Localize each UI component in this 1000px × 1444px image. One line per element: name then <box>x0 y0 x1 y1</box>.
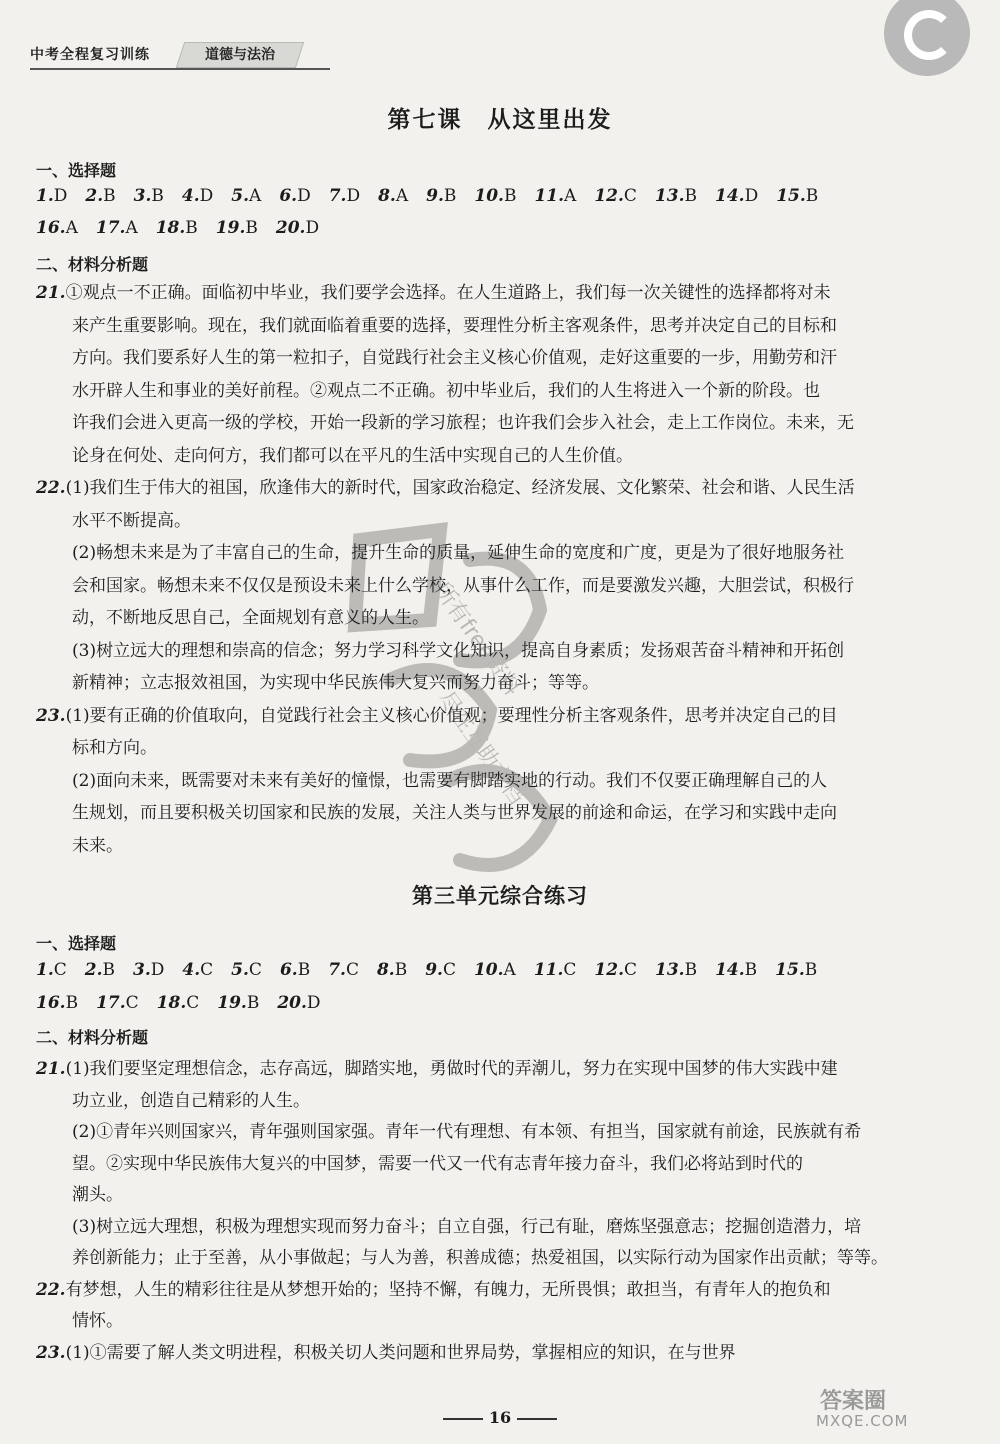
answer-row <box>36 993 339 1013</box>
watermark-text-1: 所有free资料 <box>428 578 525 701</box>
answer-letter: A <box>249 186 262 206</box>
answer-item <box>426 186 456 206</box>
question-number: 8. <box>376 960 395 980</box>
answer-item <box>85 960 115 980</box>
answer-letter: B <box>684 960 698 980</box>
answer-item <box>96 993 139 1013</box>
answer-item <box>36 993 78 1013</box>
question-number: 4. <box>182 960 201 980</box>
answer-line <box>72 315 837 337</box>
question-number: 13. <box>655 960 685 980</box>
answer-letter: C <box>623 186 637 206</box>
answer-text: (2)①青年兴则国家兴，青年强则国家强。青年一代有理想、有本领、有担当，国家就有前途，民族就有希 <box>72 1122 862 1142</box>
answer-letter: D <box>305 218 320 238</box>
question-number: 12. <box>594 186 624 206</box>
answer-letter: C <box>186 993 200 1013</box>
answer-letter: C <box>53 960 67 980</box>
answer-text: (1)我们生于伟大的祖国，欣逢伟大的新时代，国家政治稳定、经济发展、文化繁荣、社会和谐、人民生活 <box>65 478 855 498</box>
answer-item <box>156 218 198 238</box>
answer-letter: B <box>684 186 697 206</box>
answer-line <box>36 1058 838 1080</box>
answer-line <box>36 282 831 304</box>
question-number: 3. <box>133 960 151 980</box>
answer-line <box>72 737 157 759</box>
section-heading-choice: 一、选择题 <box>36 161 117 180</box>
question-number: 21. <box>36 1059 66 1079</box>
question-number: 17. <box>96 993 126 1013</box>
answer-letter: A <box>125 218 138 238</box>
answer-text: 来产生重要影响。现在，我们就面临着重要的选择，要理性分析主客观条件，思考并决定自己的目标和 <box>72 315 837 336</box>
answer-item <box>328 960 359 980</box>
answer-item <box>534 960 577 980</box>
answer-letter: D <box>744 186 759 206</box>
answer-letter: C <box>624 960 638 980</box>
answer-letter: B <box>804 960 818 980</box>
answer-item <box>96 218 138 238</box>
answer-letter: A <box>564 186 577 206</box>
answer-letter: A <box>395 186 409 206</box>
answer-text: 标和方向。 <box>72 738 157 758</box>
question-number: 15. <box>775 960 805 980</box>
section-heading-analysis: 二、材料分析题 <box>36 1028 149 1047</box>
question-number: 16. <box>36 218 66 238</box>
question-number: 16. <box>36 993 66 1013</box>
question-number: 7. <box>328 186 347 206</box>
question-number: 9. <box>425 960 443 980</box>
answer-text: 功立业，创造自己精彩的人生。 <box>72 1090 310 1111</box>
question-number: 23. <box>36 705 66 726</box>
answer-text: 情怀。 <box>72 1311 123 1331</box>
answer-item <box>594 960 637 980</box>
answer-text: 水开辟人生和事业的美好前程。②观点二不正确。初中毕业后，我们的人生将进入一个新的阶段。也 <box>72 380 820 401</box>
corner-watermark-url: MXQE.COM <box>816 1412 909 1430</box>
answer-letter: D <box>150 960 165 980</box>
question-number: 11. <box>534 186 565 206</box>
answer-line <box>72 1184 123 1206</box>
answer-line <box>72 802 837 824</box>
answer-text: (3)树立远大的理想和崇高的信念；努力学习科学文化知识，提高自身素质；发扬艰苦奋斗精神和开拓创 <box>72 640 845 661</box>
answer-text: (1)我们要坚定理想信念，志存高远，脚踏实地，勇做时代的弄潮儿，努力在实现中国梦的伟大实践中建 <box>65 1059 838 1079</box>
answer-text: 新精神；立志报效祖国，为实现中华民族伟大复兴而努力奋斗；等等。 <box>72 673 599 693</box>
answer-letter: B <box>102 960 116 980</box>
answer-text: 望。②实现中华民族伟大复兴的中国梦，需要一代又一代有志青年接力奋斗，我们必将站到时代的 <box>72 1153 803 1174</box>
answer-text: 生规划，而且要积极关切国家和民族的发展，关注人类与世界发展的前途和命运，在学习和实践中走向 <box>72 803 837 823</box>
question-number: 15. <box>776 186 806 206</box>
answer-item <box>276 218 319 238</box>
answer-text: 方向。我们要系好人生的第一粒扣子，自觉践行社会主义核心价值观，走好这重要的一步，用勤劳和汗 <box>72 348 837 368</box>
answer-item <box>378 186 408 206</box>
answer-letter: D <box>306 993 321 1013</box>
header-rule <box>30 68 330 70</box>
answer-row <box>36 960 835 980</box>
answer-letter: B <box>503 186 517 206</box>
answer-line <box>72 445 633 467</box>
answer-text: (2)畅想未来是为了丰富自己的生命，提升生命的质量，延伸生命的宽度和广度，更是为了很好地服务社 <box>72 543 845 563</box>
answer-line <box>36 705 838 727</box>
answer-text: (1)①需要了解人类文明进程，积极关切人类问题和世界局势，掌握相应的知识，在与世界 <box>65 1342 736 1363</box>
section-heading-choice: 一、选择题 <box>36 934 117 953</box>
question-number: 22. <box>36 478 66 498</box>
answer-line <box>72 347 837 369</box>
question-number: 4. <box>181 186 200 206</box>
answer-item <box>36 960 67 980</box>
answer-line <box>72 770 827 792</box>
answer-item <box>85 186 115 206</box>
question-number: 7. <box>328 960 346 980</box>
answer-item <box>655 186 697 206</box>
answer-item <box>594 186 637 206</box>
answer-letter: B <box>394 960 408 980</box>
lesson-title: 第七课 从这里出发 <box>387 106 613 133</box>
question-number: 8. <box>378 186 396 206</box>
question-number: 18. <box>156 993 187 1013</box>
answer-letter: B <box>744 960 758 980</box>
question-number: 20. <box>275 218 306 238</box>
answer-text: (2)面向未来，既需要对未来有美好的憧憬，也需要有脚踏实地的行动。我们不仅要正确理解自己的人 <box>72 770 828 791</box>
answer-letter: C <box>345 960 359 980</box>
answer-item <box>182 960 213 980</box>
answer-letter: B <box>297 960 311 980</box>
answer-text: 未来。 <box>72 835 123 856</box>
question-number: 23. <box>36 1342 66 1363</box>
answer-line <box>36 1342 736 1364</box>
answer-text: 会和国家。畅想未来不仅仅是预设未来上什么学校，从事什么工作，而是要激发兴趣，大胆尝试，积极行 <box>72 575 854 596</box>
answer-letter: C <box>442 960 456 980</box>
answer-line <box>36 477 855 499</box>
section-heading-analysis: 二、材料分析题 <box>36 255 149 274</box>
unit-title: 第三单元综合练习 <box>412 883 588 908</box>
answer-line <box>72 542 844 564</box>
question-number: 1. <box>36 960 54 980</box>
answer-line <box>72 1247 888 1269</box>
answer-letter: B <box>65 993 79 1013</box>
answer-line <box>72 1121 861 1143</box>
answer-text: ①观点一不正确。面临初中毕业，我们要学会选择。在人生道路上，我们每一次关键性的选择都将对未 <box>65 283 831 303</box>
question-number: 6. <box>279 960 298 980</box>
answer-line <box>72 1153 803 1175</box>
answer-item <box>216 218 258 238</box>
answer-item <box>36 186 67 206</box>
answer-text: 许我们会进入更高一级的学校，开始一段新的学习旅程；也许我们会步入社会，走上工作岗位。未来，无 <box>72 413 854 433</box>
answer-item <box>182 186 213 206</box>
answer-line <box>36 1279 831 1301</box>
answer-letter: D <box>53 186 68 206</box>
question-number: 10. <box>473 960 504 980</box>
answer-text: 有梦想，人生的精彩往往是从梦想开始的；坚持不懈，有魄力，无所畏惧；敢担当，有青年人的抱负和 <box>65 1279 831 1300</box>
answer-letter: D <box>199 186 214 206</box>
answer-text: 动，不断地反思自己，全面规划有意义的人生。 <box>72 608 429 628</box>
answer-item <box>655 960 697 980</box>
answer-text: (3)树立远大理想，积极为理想实现而努力奋斗；自立自强，行己有耻，磨炼坚强意志；挖掘创造潜力，培 <box>72 1216 862 1237</box>
answer-line <box>72 510 191 532</box>
answer-letter: C <box>200 960 214 980</box>
answer-line <box>72 412 854 434</box>
question-number: 17. <box>95 218 126 238</box>
answer-letter: B <box>246 993 260 1013</box>
answer-letter: A <box>503 960 516 980</box>
book-title: 中考全程复习训练 <box>30 47 150 63</box>
answer-item <box>217 993 259 1013</box>
answer-letter: C <box>248 960 262 980</box>
answer-item <box>277 993 320 1013</box>
answer-line <box>72 1310 123 1332</box>
question-number: 5. <box>231 960 249 980</box>
answer-row <box>36 218 337 238</box>
answer-item <box>280 960 310 980</box>
answer-item <box>157 993 200 1013</box>
answer-line <box>72 1090 310 1112</box>
corner-watermark: 答案圈 <box>820 1389 887 1414</box>
answer-line <box>72 1216 861 1238</box>
answer-item <box>775 960 817 980</box>
answer-item <box>279 186 310 206</box>
question-number: 12. <box>594 960 624 980</box>
answer-letter: D <box>346 186 361 206</box>
answer-text: 潮头。 <box>72 1185 123 1205</box>
answer-line <box>72 575 854 597</box>
answer-letter: D <box>297 186 311 206</box>
question-number: 18. <box>155 218 186 238</box>
answer-line <box>72 672 599 694</box>
answer-item <box>36 218 78 238</box>
answer-line <box>72 607 429 629</box>
watermark-text-2: 尽在互助文档 <box>432 686 529 810</box>
answer-item <box>474 186 516 206</box>
question-number: 11. <box>533 960 564 980</box>
publisher-logo-icon <box>884 0 970 76</box>
question-number: 1. <box>36 186 54 206</box>
question-number: 9. <box>426 186 444 206</box>
page-number: 16 <box>488 1408 512 1427</box>
answer-line <box>72 380 820 402</box>
page-header <box>30 44 302 70</box>
question-number: 2. <box>84 960 103 980</box>
answer-item <box>534 186 576 206</box>
answer-letter: B <box>245 218 258 238</box>
answer-item <box>425 960 456 980</box>
answer-text: 论身在何处、走向何方，我们都可以在平凡的生活中实现自己的人生价值。 <box>72 445 633 466</box>
question-number: 5. <box>231 186 250 206</box>
answer-item <box>231 186 261 206</box>
answer-letter: B <box>805 186 819 206</box>
answer-row <box>36 186 836 206</box>
answer-item <box>776 186 818 206</box>
answer-line <box>72 835 123 857</box>
answer-item <box>377 960 407 980</box>
answer-letter: B <box>103 186 116 206</box>
question-number: 13. <box>654 186 685 206</box>
answer-item <box>329 186 360 206</box>
answer-text: (1)要有正确的价值取向，自觉践行社会主义核心价值观；要理性分析主客观条件，思考并决定自己的目 <box>65 705 838 726</box>
answer-item <box>715 960 757 980</box>
question-number: 19. <box>217 993 247 1013</box>
question-number: 22. <box>36 1279 66 1300</box>
answer-item <box>715 186 758 206</box>
answer-letter: B <box>185 218 198 238</box>
answer-item <box>133 960 164 980</box>
question-number: 14. <box>714 186 745 206</box>
answer-item <box>231 960 262 980</box>
question-number: 3. <box>133 186 152 206</box>
answer-item <box>474 960 516 980</box>
subject-label: 道德与法治 <box>205 47 275 63</box>
answer-letter: B <box>443 186 457 206</box>
question-number: 19. <box>215 218 246 238</box>
answer-letter: C <box>563 960 577 980</box>
answer-text: 养创新能力；止于至善，从小事做起；与人为善，积善成德；热爱祖国，以实际行动为国家作出贡献；等等。 <box>72 1248 888 1268</box>
answer-letter: C <box>125 993 139 1013</box>
answer-letter: B <box>151 186 164 206</box>
question-number: 14. <box>715 960 745 980</box>
question-number: 20. <box>277 993 307 1013</box>
answer-item <box>134 186 164 206</box>
question-number: 10. <box>474 186 504 206</box>
subject-tab <box>176 42 304 68</box>
question-number: 2. <box>85 186 104 206</box>
question-number: 21. <box>36 283 66 303</box>
question-number: 6. <box>279 186 298 206</box>
answer-letter: A <box>65 218 78 238</box>
answer-line <box>72 640 844 662</box>
answer-text: 水平不断提高。 <box>72 510 191 531</box>
